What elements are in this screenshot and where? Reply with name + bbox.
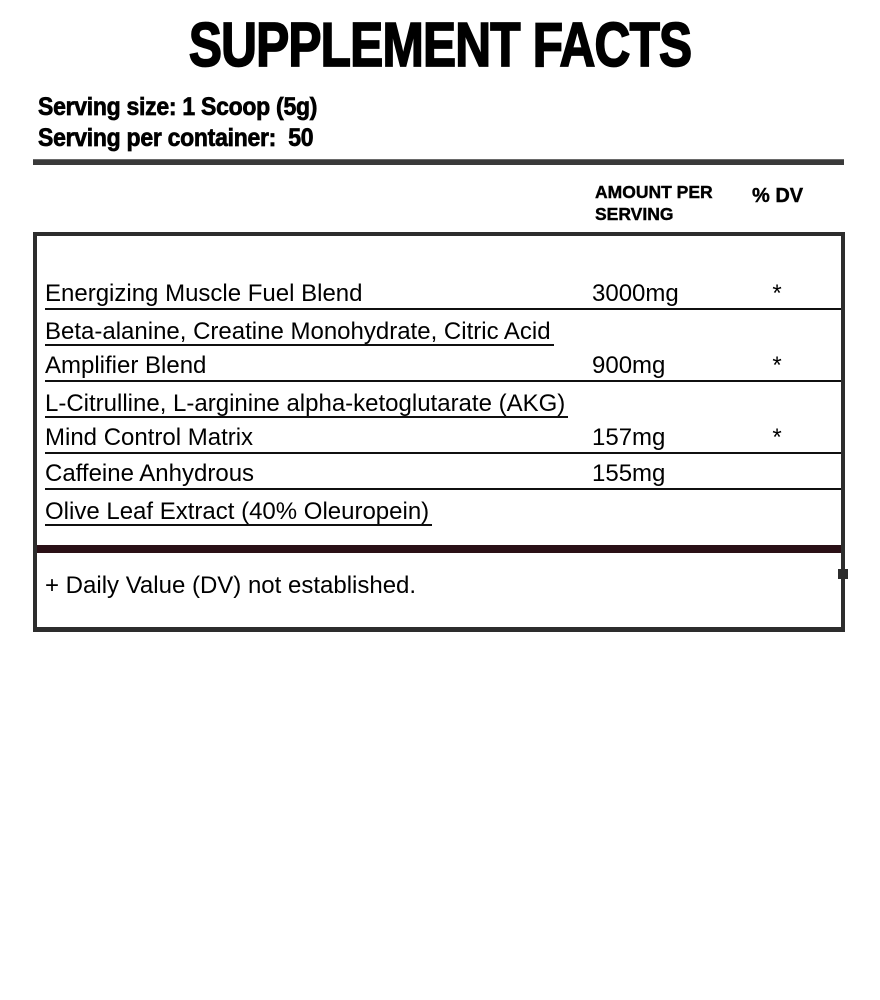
ingredient-dv: * (772, 352, 782, 379)
table-row (45, 346, 841, 382)
ingredient-dv (757, 487, 797, 488)
header-divider-rule (33, 159, 844, 165)
daily-value-footnote: + Daily Value (DV) not established. (45, 572, 417, 599)
table-row (45, 490, 841, 526)
serving-block (38, 92, 341, 154)
border-notch-artifact (838, 569, 848, 579)
column-header-amount-per-serving: AMOUNT PER SERVING (595, 182, 713, 224)
ingredient-sublist: L-Citrulline, L-arginine alpha-ketoglutarate (AKG) (45, 391, 568, 418)
ingredient-dv: * (772, 424, 782, 451)
ingredient-dv: * (772, 280, 782, 307)
serving-size-line: Serving size: 1 Scoop (5g) (38, 93, 318, 121)
page-title: SUPPLEMENT FACTS (188, 11, 692, 80)
ingredient-sublist: Beta-alanine, Creatine Monohydrate, Citric Acid (45, 319, 554, 346)
table-row (45, 310, 841, 346)
column-header-percent-dv: % DV (752, 185, 804, 207)
table-row (45, 454, 841, 490)
facts-table (33, 232, 845, 632)
ingredient-name: Mind Control Matrix (45, 424, 254, 451)
ingredient-amount: 157mg (592, 424, 666, 451)
title-wrap (0, 11, 880, 80)
ingredient-amount: 900mg (592, 352, 666, 379)
servings-per-container-line: Serving per container: 50 (38, 124, 314, 152)
table-row (45, 418, 841, 454)
table-row (45, 382, 841, 418)
ingredient-sublist: Olive Leaf Extract (40% Oleuropein) (45, 499, 432, 526)
ingredient-name: Caffeine Anhydrous (45, 460, 255, 487)
ingredient-amount: 3000mg (592, 280, 679, 307)
footnote-divider-bar (37, 545, 841, 553)
table-top-spacer (45, 236, 841, 274)
ingredient-name: Amplifier Blend (45, 352, 207, 379)
ingredient-amount: 155mg (592, 460, 666, 487)
table-row (45, 274, 841, 310)
ingredient-name: Energizing Muscle Fuel Blend (45, 280, 363, 307)
